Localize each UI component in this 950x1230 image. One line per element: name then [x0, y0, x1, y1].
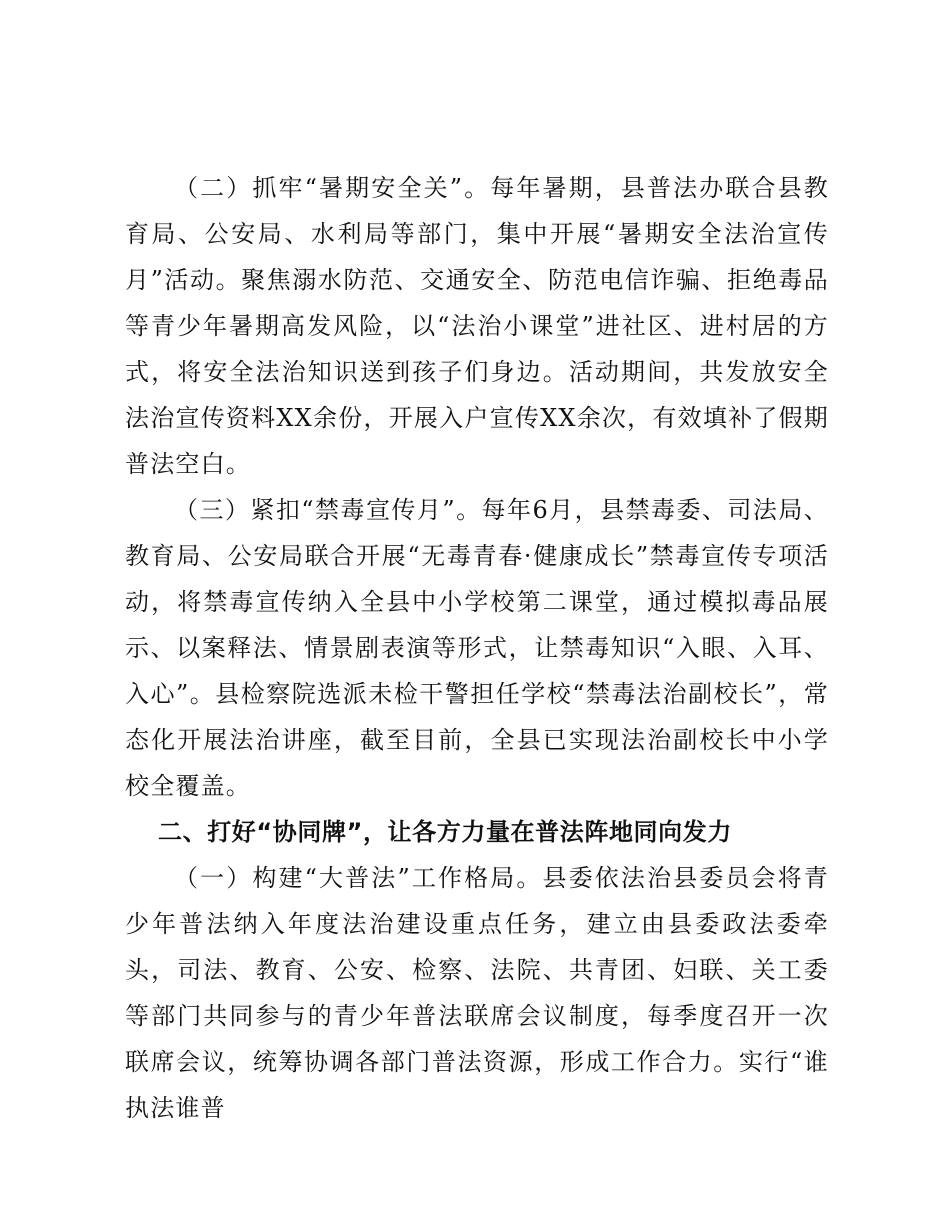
- paragraph-big-pufa: （一）构建“大普法”工作格局。县委依法治县委员会将青少年普法纳入年度法治建设重点任务，建立由县委政法委牵头，司法、教育、公安、检察、法院、共青团、妇联、关工委等部门共同参与的青少年普法联席会议制度，每季度召开一次联席会议，统筹协调各部门普法资源，形成工作合力。实行“谁执法谁普: [125, 864, 829, 1122]
- paragraph-summer-safety: （二）抓牢“暑期安全关”。每年暑期，县普法办联合县教育局、公安局、水利局等部门，集中开展“暑期安全法治宣传月”活动。聚焦溺水防范、交通安全、防范电信诈骗、拒绝毒品等青少年暑期高发风险，以“法治小课堂”进社区、进村居的方式，将安全法治知识送到孩子们身边。活动期间，共发放安全法治宣传资料XX余份，开展入户宣传XX余次，有效填补了假期普法空白。: [125, 174, 829, 478]
- section-heading: 二、打好“协同牌”，让各方力量在普法阵地同向发力: [158, 818, 732, 846]
- paragraph-anti-drug-month: （三）紧扣“禁毒宣传月”。每年6月，县禁毒委、司法局、教育局、公安局联合开展“无毒青春·健康成长”禁毒宣传专项活动，将禁毒宣传纳入全县中小学校第二课堂，通过模拟毒品展示、以案释法、情景剧表演等形式，让禁毒知识“入眼、入耳、入心”。县检察院选派未检干警担任学校“禁毒法治副校长”，常态化开展法治讲座，截至目前，全县已实现法治副校长中小学校全覆盖。: [125, 496, 829, 800]
- document-body: [125, 165, 829, 1131]
